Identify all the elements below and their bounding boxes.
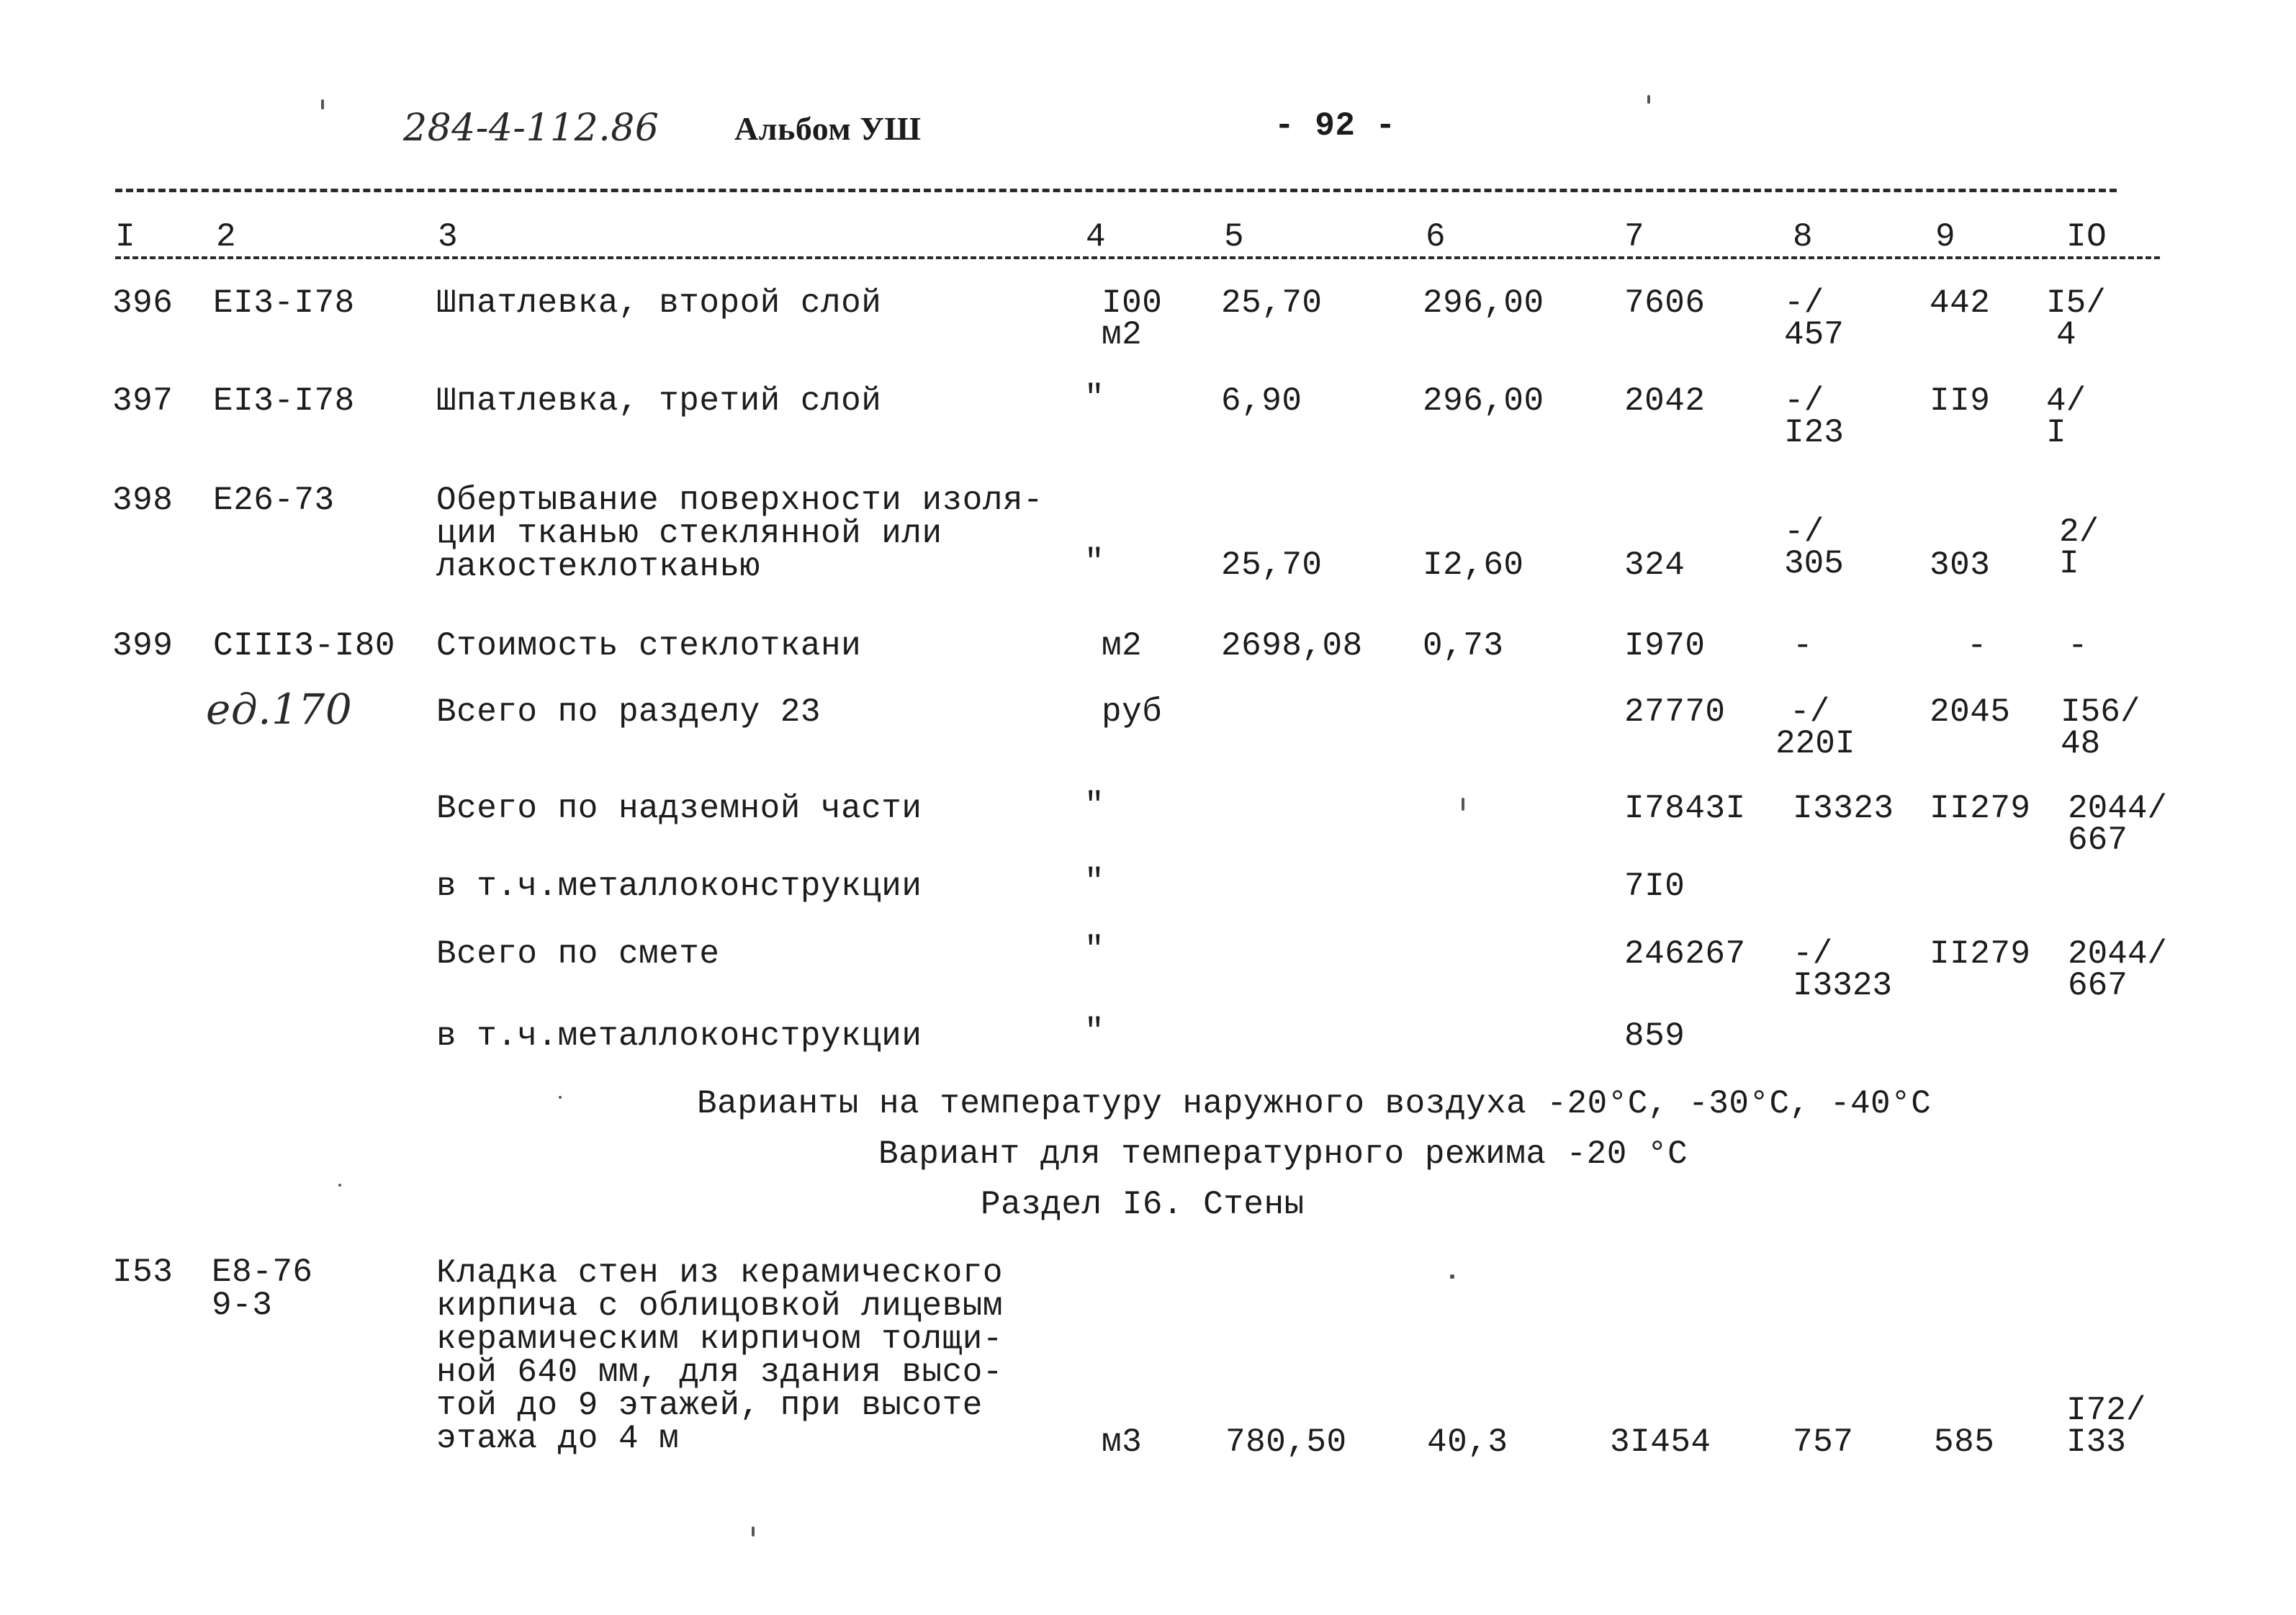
row-code: EI3-I78 xyxy=(213,382,355,420)
row-name-line: этажа до 4 м xyxy=(436,1420,680,1457)
row-code: E26-73 xyxy=(213,482,335,519)
row-code: CIII3-I80 xyxy=(213,627,395,665)
col-9: 9 xyxy=(1935,218,1956,256)
row-number: 399 xyxy=(112,627,174,665)
scan-speck xyxy=(321,99,324,109)
row-total: 7606 xyxy=(1624,284,1706,322)
row-name: в т.ч.металлоконструкции xyxy=(436,1017,922,1055)
row-total: 27770 xyxy=(1624,693,1726,731)
row-number: 397 xyxy=(112,382,174,420)
row-name: Всего по надземной части xyxy=(436,790,922,827)
row-col8: -/ 305 xyxy=(1784,513,1844,582)
row-name: Шпатлевка, третий слой xyxy=(436,382,882,420)
row-total: 324 xyxy=(1624,546,1685,584)
scan-speck xyxy=(559,1096,562,1099)
row-col9: 303 xyxy=(1930,546,1991,584)
row-col10: - xyxy=(2068,627,2089,665)
row-code-sub: 9-3 xyxy=(212,1287,273,1324)
row-col9: 442 xyxy=(1930,284,1991,322)
row-name-line: той до 9 этажей, при высоте xyxy=(436,1387,983,1424)
row-unit: " xyxy=(1084,863,1105,901)
row-qty: 780,50 xyxy=(1225,1423,1347,1461)
row-number: 396 xyxy=(112,284,174,322)
column-header-rule xyxy=(115,256,2160,259)
row-unit: м3 xyxy=(1102,1423,1143,1461)
scan-speck xyxy=(1462,798,1464,811)
row-qty: 6,90 xyxy=(1221,382,1302,420)
row-unit: м2 xyxy=(1102,627,1143,665)
variants-heading: Варианты на температуру наружного воздуха -20°С, -30°С, -40°С xyxy=(697,1085,1932,1123)
col-5: 5 xyxy=(1224,218,1245,256)
album-label: Альбом УШ xyxy=(734,110,922,147)
col-7: 7 xyxy=(1624,218,1645,256)
row-total: 859 xyxy=(1624,1017,1685,1055)
col-2: 2 xyxy=(216,218,237,256)
row-qty: 25,70 xyxy=(1221,284,1323,322)
row-price: 296,00 xyxy=(1423,284,1544,322)
row-unit: " xyxy=(1084,787,1105,824)
row-total: 2042 xyxy=(1624,382,1706,420)
row-total: I7843I xyxy=(1624,790,1746,827)
scan-speck xyxy=(338,1184,341,1187)
col-10: IO xyxy=(2066,218,2107,256)
row-unit: руб xyxy=(1102,693,1163,731)
row-code: E8-76 xyxy=(212,1254,313,1291)
section-title: Раздел I6. Стены xyxy=(981,1186,1305,1223)
row-total: 3I454 xyxy=(1610,1423,1711,1461)
row-number: I53 xyxy=(112,1254,174,1291)
row-unit-sub: м2 xyxy=(1102,316,1143,354)
row-col8: I3323 xyxy=(1793,790,1894,827)
row-price: 0,73 xyxy=(1423,627,1504,665)
row-name: Стоимость стеклоткани xyxy=(436,627,862,665)
row-name-line: Кладка стен из керамического xyxy=(436,1254,1003,1292)
row-number: 398 xyxy=(112,482,174,519)
col-8: 8 xyxy=(1793,218,1814,256)
row-unit: " xyxy=(1084,931,1105,968)
row-name-line: Обертывание поверхности изоля- xyxy=(436,482,1044,519)
row-name-line: ции тканью стеклянной или xyxy=(436,515,942,552)
variant-heading: Вариант для температурного режима -20 °С xyxy=(878,1135,1688,1173)
row-total: I970 xyxy=(1624,627,1706,665)
row-code: EI3-I78 xyxy=(213,284,355,322)
row-qty: 25,70 xyxy=(1221,546,1323,584)
col-1: I xyxy=(115,218,136,256)
row-col9: II279 xyxy=(1930,790,2031,827)
col-3: 3 xyxy=(438,218,459,256)
col-6: 6 xyxy=(1426,218,1446,256)
row-name: Всего по смете xyxy=(436,935,720,973)
row-col10: 2/ I xyxy=(2059,513,2099,582)
row-col8: 757 xyxy=(1793,1423,1854,1461)
row-name-line: лакостеклотканью xyxy=(436,548,760,585)
row-col10: 2044/ 667 xyxy=(2068,935,2168,1004)
row-name: Всего по разделу 23 xyxy=(436,693,821,731)
row-col8: -/ I23 xyxy=(1784,382,1844,451)
row-col10: I5/ 4 xyxy=(2046,284,2106,354)
row-col10: I56/ 48 xyxy=(2061,693,2140,762)
row-name: в т.ч.металлоконструкции xyxy=(436,868,922,905)
row-col9: II279 xyxy=(1930,935,2031,973)
row-col9: II9 xyxy=(1930,382,1991,420)
row-qty: 2698,08 xyxy=(1221,627,1363,665)
row-col9: - xyxy=(1967,627,1988,665)
header-rule xyxy=(115,189,2117,192)
row-col8: - xyxy=(1793,627,1814,665)
row-total: 7I0 xyxy=(1624,868,1685,905)
row-name: Шпатлевка, второй слой xyxy=(436,284,882,322)
handwritten-note: ед.170 xyxy=(206,685,353,734)
scan-speck xyxy=(1450,1274,1454,1279)
page-number: - 92 - xyxy=(1274,107,1396,145)
row-unit: " xyxy=(1084,544,1105,581)
row-name-line: кирпича с облицовкой лицевым xyxy=(436,1287,1003,1325)
row-col10: I72/ I33 xyxy=(2066,1392,2146,1461)
col-4: 4 xyxy=(1086,218,1107,256)
row-total: 246267 xyxy=(1624,935,1746,973)
row-name-line: керамическим кирпичом толщи- xyxy=(436,1321,1003,1358)
row-col8: -/ 220I xyxy=(1775,693,1855,762)
row-col10: 2044/ 667 xyxy=(2068,790,2168,859)
row-unit: " xyxy=(1084,1013,1105,1051)
row-price: 40,3 xyxy=(1427,1423,1508,1461)
row-name-line: ной 640 мм, для здания высо- xyxy=(436,1354,1003,1391)
row-col9: 585 xyxy=(1934,1423,1995,1461)
row-col9: 2045 xyxy=(1930,693,2011,731)
row-unit: " xyxy=(1084,379,1105,417)
row-price: I2,60 xyxy=(1423,546,1524,584)
row-col10: 4/ I xyxy=(2046,382,2086,451)
row-price: 296,00 xyxy=(1423,382,1544,420)
row-unit: I00 xyxy=(1102,284,1163,322)
row-col8: -/ 457 xyxy=(1784,284,1844,354)
document-code: 284-4-112.86 xyxy=(403,107,659,150)
scan-speck xyxy=(752,1526,755,1537)
scan-speck xyxy=(1647,95,1650,104)
row-col8: -/ I3323 xyxy=(1793,935,1893,1004)
